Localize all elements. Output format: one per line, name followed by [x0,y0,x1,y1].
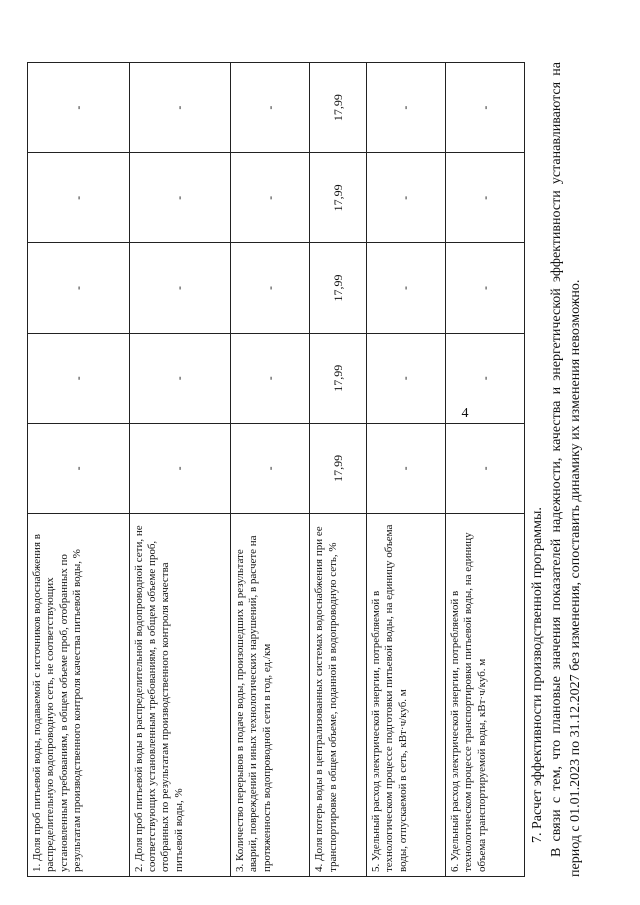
indicator-value: - [231,333,310,423]
indicator-value: - [445,153,524,243]
indicator-value: - [129,243,231,333]
indicator-name: 3. Количество перерывов в подаче воды, произошедших в результате аварий, повреждений и иных технологических нарушений, в расчете на протяженность водопроводной сети в год, ед./км [231,514,310,877]
indicator-name: 5. Удельный расход электрической энергии, потребляемой в технологическом процессе подготовки питьевой воды, на единицу объема воды, отпускаемой в сеть, кВт·ч/куб. м [366,514,445,877]
indicator-value: - [231,423,310,513]
indicator-value: - [366,243,445,333]
indicator-value: - [231,153,310,243]
table-row [28,63,130,877]
indicator-value: - [445,63,524,153]
indicator-value: - [28,63,130,153]
section-heading: 7. Расчет эффективности производственной программы. [530,507,545,843]
footer-text [529,62,586,877]
indicator-value: - [129,333,231,423]
indicator-value: 17,99 [310,153,367,243]
efficiency-paragraph: В связи с тем, что плановые значения показателей надежности, качества и энергетической эффективности устанавливаются на период с 01.01.2023 по 31.12.2027 без изменения, сопоставить динамику их изменения невозможно. [548,62,583,877]
indicator-value: - [366,423,445,513]
indicator-value: 17,99 [310,243,367,333]
indicator-value: - [28,423,130,513]
rotated-page [27,62,587,877]
table-row [129,63,231,877]
indicators-table [27,62,525,877]
indicator-value: - [445,333,524,423]
indicator-name: 6. Удельный расход электрической энергии, потребляемой в технологическом процессе транспортировки питьевой воды, на единицу объема транспортируемой воды, кВт·ч/куб. м [445,514,524,877]
table-row [310,63,367,877]
page-number: 4 [461,406,469,421]
indicator-value: - [28,333,130,423]
indicator-name: 2. Доля проб питьевой воды в распределительной водопроводной сети, не соответствующих установленным требованиям, в общем объеме проб, отобранных по результатам производственного контроля качества питьевой воды, % [129,514,231,877]
table-row [366,63,445,877]
indicator-value: - [231,243,310,333]
indicator-value: - [445,423,524,513]
indicator-value: - [129,423,231,513]
indicator-value: - [129,153,231,243]
indicator-value: - [28,243,130,333]
indicator-value: 17,99 [310,63,367,153]
indicator-value: - [366,153,445,243]
indicator-value: - [366,333,445,423]
indicator-value: - [129,63,231,153]
indicator-value: - [28,153,130,243]
indicator-name: 1. Доля проб питьевой воды, подаваемой с источников водоснабжения в распределительную водопроводную сеть, не соответствующих установленным требованиям, в общем объеме проб, отобранных по результатам производственного контроля качества питьевой воды, % [28,514,130,877]
table-row [231,63,310,877]
indicator-value: 17,99 [310,333,367,423]
table-row [445,63,524,877]
indicator-value: - [445,243,524,333]
indicator-value: - [366,63,445,153]
indicator-name: 4. Доля потерь воды в централизованных системах водоснабжения при ее транспортировке в общем объеме, поданной в водопроводную сеть, % [310,514,367,877]
indicator-value: 17,99 [310,423,367,513]
indicator-value: - [231,63,310,153]
